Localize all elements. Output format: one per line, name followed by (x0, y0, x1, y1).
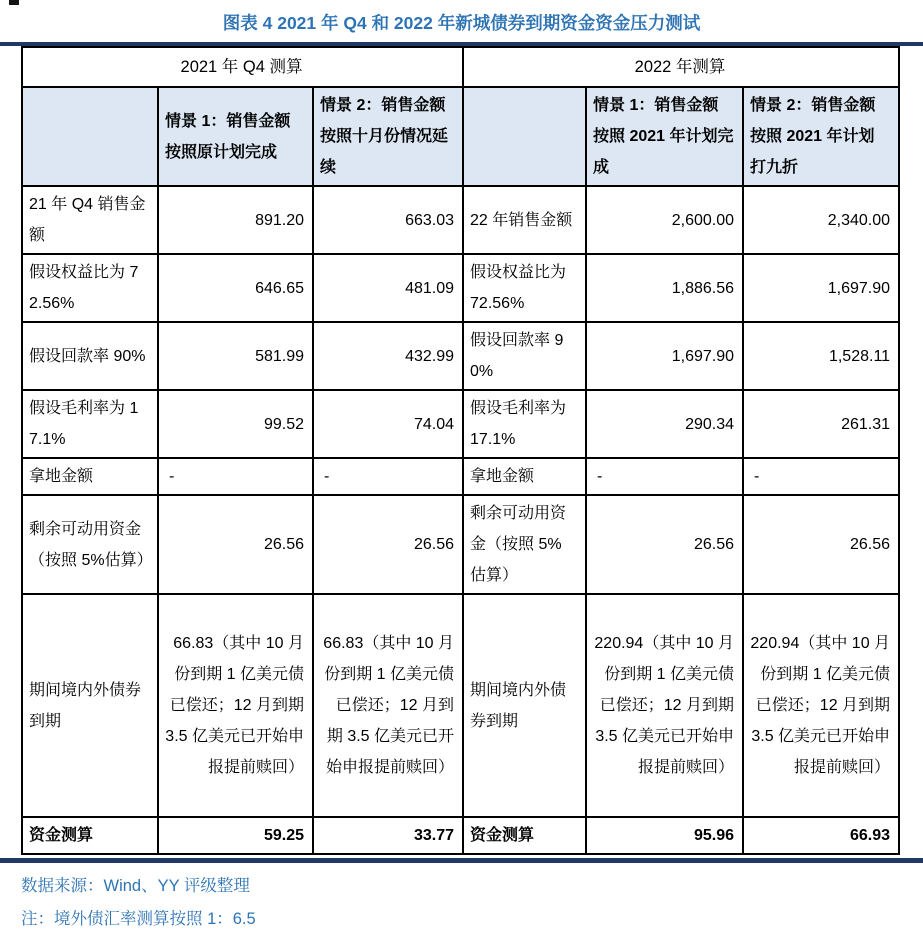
value-cell: 261.31 (743, 390, 899, 458)
value-cell: 66.93 (743, 817, 899, 854)
row-label: 资金测算 (22, 817, 158, 854)
value-cell: 95.96 (586, 817, 743, 854)
value-cell: - (743, 458, 899, 495)
value-cell: 2,340.00 (743, 186, 899, 254)
row-label: 剩余可动用资金（按照 5%估算） (463, 495, 586, 594)
table-row (22, 594, 899, 817)
value-cell: 26.56 (743, 495, 899, 594)
value-cell: 432.99 (313, 322, 463, 390)
value-cell: 220.94（其中 10 月份到期 1 亿美元债已偿还；12 月到期 3.5 亿美元已开始申报提前赎回） (586, 594, 743, 817)
value-cell: 581.99 (158, 322, 313, 390)
value-cell: - (586, 458, 743, 495)
row-label: 期间境内外债券到期 (463, 594, 586, 817)
blank-corner-cell-left (22, 87, 158, 186)
row-label: 拿地金额 (463, 458, 586, 495)
value-cell: 1,697.90 (586, 322, 743, 390)
value-cell: 481.09 (313, 254, 463, 322)
scan-artifact (9, 0, 19, 5)
table-row (22, 390, 899, 458)
data-source-note: 数据来源：Wind、YY 评级整理 (21, 877, 250, 895)
value-cell: 220.94（其中 10 月份到期 1 亿美元债已偿还；12 月到期 3.5 亿美元已开始申报提前赎回） (743, 594, 899, 817)
table-row (22, 495, 899, 594)
value-cell: 2,600.00 (586, 186, 743, 254)
value-cell: 26.56 (158, 495, 313, 594)
group-header-2022: 2022 年测算 (463, 47, 899, 87)
value-cell: 74.04 (313, 390, 463, 458)
value-cell: 59.25 (158, 817, 313, 854)
value-cell: - (158, 458, 313, 495)
value-cell: 99.52 (158, 390, 313, 458)
row-label: 假设权益比为 72.56% (463, 254, 586, 322)
row-label: 假设回款率 90% (22, 322, 158, 390)
value-cell: 1,697.90 (743, 254, 899, 322)
value-cell: 891.20 (158, 186, 313, 254)
row-label: 剩余可动用资金（按照 5%估算） (22, 495, 158, 594)
bottom-divider-rule (0, 858, 923, 863)
value-cell: 33.77 (313, 817, 463, 854)
value-cell: 66.83（其中 10 月份到期 1 亿美元债已偿还；12 月到期 3.5 亿美元已开始申报提前赎回） (313, 594, 463, 817)
table-row (22, 254, 899, 322)
blank-corner-cell-right (463, 87, 586, 186)
table-row (22, 186, 899, 254)
value-cell: 290.34 (586, 390, 743, 458)
row-label: 假设权益比为 72.56% (22, 254, 158, 322)
row-label: 21 年 Q4 销售金额 (22, 186, 158, 254)
scenario-2-left-header: 情景 2：销售金额按照十月份情况延续 (313, 87, 463, 186)
row-label: 资金测算 (463, 817, 586, 854)
row-label: 假设毛利率为 17.1% (22, 390, 158, 458)
row-label: 期间境内外债券到期 (22, 594, 158, 817)
row-label: 22 年销售金额 (463, 186, 586, 254)
value-cell: 26.56 (586, 495, 743, 594)
value-cell: 1,528.11 (743, 322, 899, 390)
table-row (22, 458, 899, 495)
group-header-2021-q4: 2021 年 Q4 测算 (22, 47, 463, 87)
figure-title: 图表 4 2021 年 Q4 和 2022 年新城债券到期资金资金压力测试 (222, 13, 701, 33)
value-cell: 1,886.56 (586, 254, 743, 322)
value-cell: 66.83（其中 10 月份到期 1 亿美元债已偿还；12 月到期 3.5 亿美元已开始申报提前赎回） (158, 594, 313, 817)
value-cell: 663.03 (313, 186, 463, 254)
group-header-row (22, 47, 899, 87)
stress-test-table (21, 46, 900, 855)
value-cell: 26.56 (313, 495, 463, 594)
scenario-2-right-header: 情景 2：销售金额按照 2021 年计划打九折 (743, 87, 899, 186)
table-footer (21, 870, 923, 936)
scenario-1-left-header: 情景 1：销售金额按照原计划完成 (158, 87, 313, 186)
total-row (22, 817, 899, 854)
value-cell: - (313, 458, 463, 495)
row-label: 假设回款率 90% (463, 322, 586, 390)
value-cell: 646.65 (158, 254, 313, 322)
scenario-header-row (22, 87, 899, 186)
fx-rate-note: 注：境外债汇率测算按照 1：6.5 (21, 910, 256, 928)
table-row (22, 322, 899, 390)
scenario-1-right-header: 情景 1：销售金额按照 2021 年计划完成 (586, 87, 743, 186)
row-label: 假设毛利率为 17.1% (463, 390, 586, 458)
row-label: 拿地金额 (22, 458, 158, 495)
